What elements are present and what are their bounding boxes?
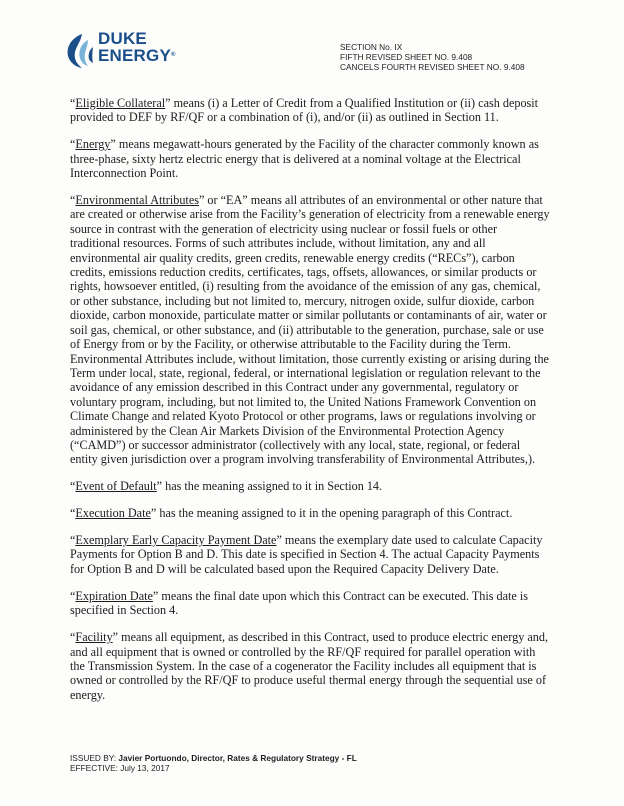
logo-wordmark: [98, 30, 176, 64]
definition-text: ” means the final date upon which this Contract can be executed. This date is specified in Section 4.: [70, 588, 529, 618]
defined-term: Expiration Date: [75, 588, 153, 603]
defined-term: Event of Default: [75, 479, 157, 494]
defined-term: Environmental Attributes: [75, 193, 199, 208]
definition-text: ” means the exemplary date used to calculate Capacity Payments for Option B and D. This date is specified in Section 4. The actual Capacity Payments for Option B and D will be calculated based upon the Required Capacity Delivery Date.: [70, 533, 543, 576]
sheet-revision: FIFTH REVISED SHEET NO. 9.408: [340, 52, 473, 62]
definition-exemplary-early-capacity-payment-date: “Exemplary Early Capacity Payment Date” means the exemplary date used to calculate Capacity Payments for Option B and D. This date is specified in Section 4. The actual Capacity Payments for Option B and D will be calculated based upon the Required Capacity Delivery Date.: [70, 533, 543, 576]
defined-term: Energy: [75, 137, 111, 152]
issued-by-label: ISSUED BY:: [70, 753, 119, 763]
definition-text: ” means all equipment, as described in this Contract, used to produce electric energy and, and all equipment that is owned or controlled by the RF/QF required for parallel operation with the Transmission System. In the case of a cogenerator the Facility includes all equipment that is owned or controlled by the RF/QF to produce useful thermal energy through the sequential use of energy.: [70, 630, 549, 702]
effective-date: July 13, 2017: [120, 763, 170, 773]
cancels-sheet: CANCELS FOURTH REVISED SHEET NO. 9.408: [340, 62, 525, 72]
logo-line1: DUKE: [98, 29, 147, 48]
defined-term: Execution Date: [75, 506, 151, 521]
definition-text: ” means (i) a Letter of Credit from a Qualified Institution or (ii) cash deposit provided to DEF by RF/QF or a combination of (i), and/or (ii) as outlined in Section 11.: [70, 96, 539, 125]
duke-energy-flame-icon: [62, 32, 96, 70]
definition-execution-date: “Execution Date” has the meaning assigned to it in the opening paragraph of this Contract.: [70, 506, 513, 521]
definition-text: ” has the meaning assigned to it in the opening paragraph of this Contract.: [150, 506, 513, 521]
defined-term: Facility: [75, 630, 113, 645]
definition-text: ” means megawatt-hours generated by the Facility of the character commonly known as three-phase, sixty hertz electric energy that is delivered at a nominal voltage at the Electrical Interconnection Point.: [70, 137, 539, 181]
definition-facility: “Facility” means all equipment, as described in this Contract, used to produce electric energy and, and all equipment that is owned or controlled by the RF/QF required for parallel operation with the Transmission System. In the case of a cogenerator the Facility includes all equipment that is owned or controlled by the RF/QF to produce useful thermal energy through the sequential use of energy.: [70, 630, 549, 702]
effective-line: [70, 763, 357, 773]
definition-environmental-attributes: “Environmental Attributes” or “EA” means all attributes of an environmental or other nature that are created or otherwise arise from the Facility’s generation of electricity from a renewable energy source in contrast with the generation of electricity using nuclear or fossil fuels or other traditional resources. Forms of such attributes include, without limitation, any and all environmental air quality credits, green credits, renewable energy credits (“RECs”), carbon credits, emissions reduction credits, certificates, tags, offsets, allowances, or similar products or rights, howsoever entitled, (i) resulting from the avoidance of the emission of any gas, chemical, or other substance, including but not limited to, mercury, nitrogen oxide, sulfur dioxide, carbon dioxide, carbon monoxide, particulate matter or similar pollutants or contaminants of air, water or soil gas, chemical, or other substance, and (ii) attributable to the generation, purchase, sale or use of Energy from or by the Facility, or otherwise attributable to the Facility during the Term. Environmental Attributes include, without limitation, those currently existing or arising during the Term under local, state, regional, federal, or international legislation or regulation relevant to the avoidance of any emission described in this Contract under any governmental, regulatory or voluntary program, including, but not limited to, the United Nations Framework Convention on Climate Change and related Kyoto Protocol or other programs, laws or regulations involving or administered by the Clean Air Markets Division of the Environmental Protection Agency (“CAMD”) or successor administrator (collectively with any local, state, regional, or federal entity given jurisdiction over a program involving transferability of Environmental Attributes,).: [70, 193, 550, 467]
issued-by-line: [70, 753, 357, 763]
definition-expiration-date: “Expiration Date” means the final date upon which this Contract can be executed. This date is specified in Section 4.: [70, 588, 529, 618]
section-header: [340, 42, 525, 72]
issued-by-name: Javier Portuondo, Director, Rates & Regulatory Strategy - FL: [118, 753, 357, 763]
definition-text: ” or “EA” means all attributes of an environmental or other nature that are created or otherwise arise from the Facility’s generation of electricity from a renewable energy source in contrast with the generation of electricity using nuclear or fossil fuels or other traditional resources. Forms of such attributes include, without limitation, any and all environmental air quality credits, green credits, renewable energy credits (“RECs”), carbon credits, emissions reduction credits, certificates, tags, offsets, allowances, or similar products or rights, howsoever entitled, (i) resulting from the avoidance of the emission of any gas, chemical, or other substance, including but not limited to, mercury, nitrogen oxide, sulfur dioxide, carbon dioxide, carbon monoxide, particulate matter or similar pollutants or contaminants of air, water or soil gas, chemical, or other substance, and (ii) attributable to the generation, purchase, sale or use of Energy from or by the Facility, or otherwise attributable to the Facility during the Term. Environmental Attributes include, without limitation, those currently existing or arising during the Term under local, state, regional, federal, or international legislation or regulation relevant to the avoidance of any emission described in this Contract under any governmental, regulatory or voluntary program, including, but not limited to, the United Nations Framework Convention on Climate Change and related Kyoto Protocol or other programs, laws or regulations involving or administered by the Clean Air Markets Division of the Environmental Protection Agency (“CAMD”) or successor administrator (collectively with any local, state, regional, or federal entity given jurisdiction over a program involving transferability of Environmental Attributes,).: [70, 193, 550, 467]
logo-line2: ENERGY: [98, 46, 171, 65]
defined-term: Eligible Collateral: [75, 96, 166, 110]
definitions-body: [70, 96, 550, 715]
definition-text: ” has the meaning assigned to it in Section 14.: [156, 479, 383, 494]
definition-event-of-default: “Event of Default” has the meaning assigned to it in Section 14.: [70, 479, 383, 494]
registered-mark: ®: [171, 52, 176, 58]
definition-energy: “Energy” means megawatt-hours generated by the Facility of the character commonly known as three-phase, sixty hertz electric energy that is delivered at a nominal voltage at the Electrical Interconnection Point.: [70, 137, 539, 181]
page-footer: [70, 753, 357, 773]
section-number: SECTION No. IX: [340, 42, 403, 52]
effective-label: EFFECTIVE:: [70, 763, 121, 773]
duke-energy-logo: [62, 29, 176, 74]
definition-eligible-collateral: “Eligible Collateral” means (i) a Letter of Credit from a Qualified Institution or (ii) cash deposit provided to DEF by RF/QF or a combination of (i), and/or (ii) as outlined in Section 11.: [70, 96, 539, 125]
defined-term: Exemplary Early Capacity Payment Date: [75, 533, 277, 548]
